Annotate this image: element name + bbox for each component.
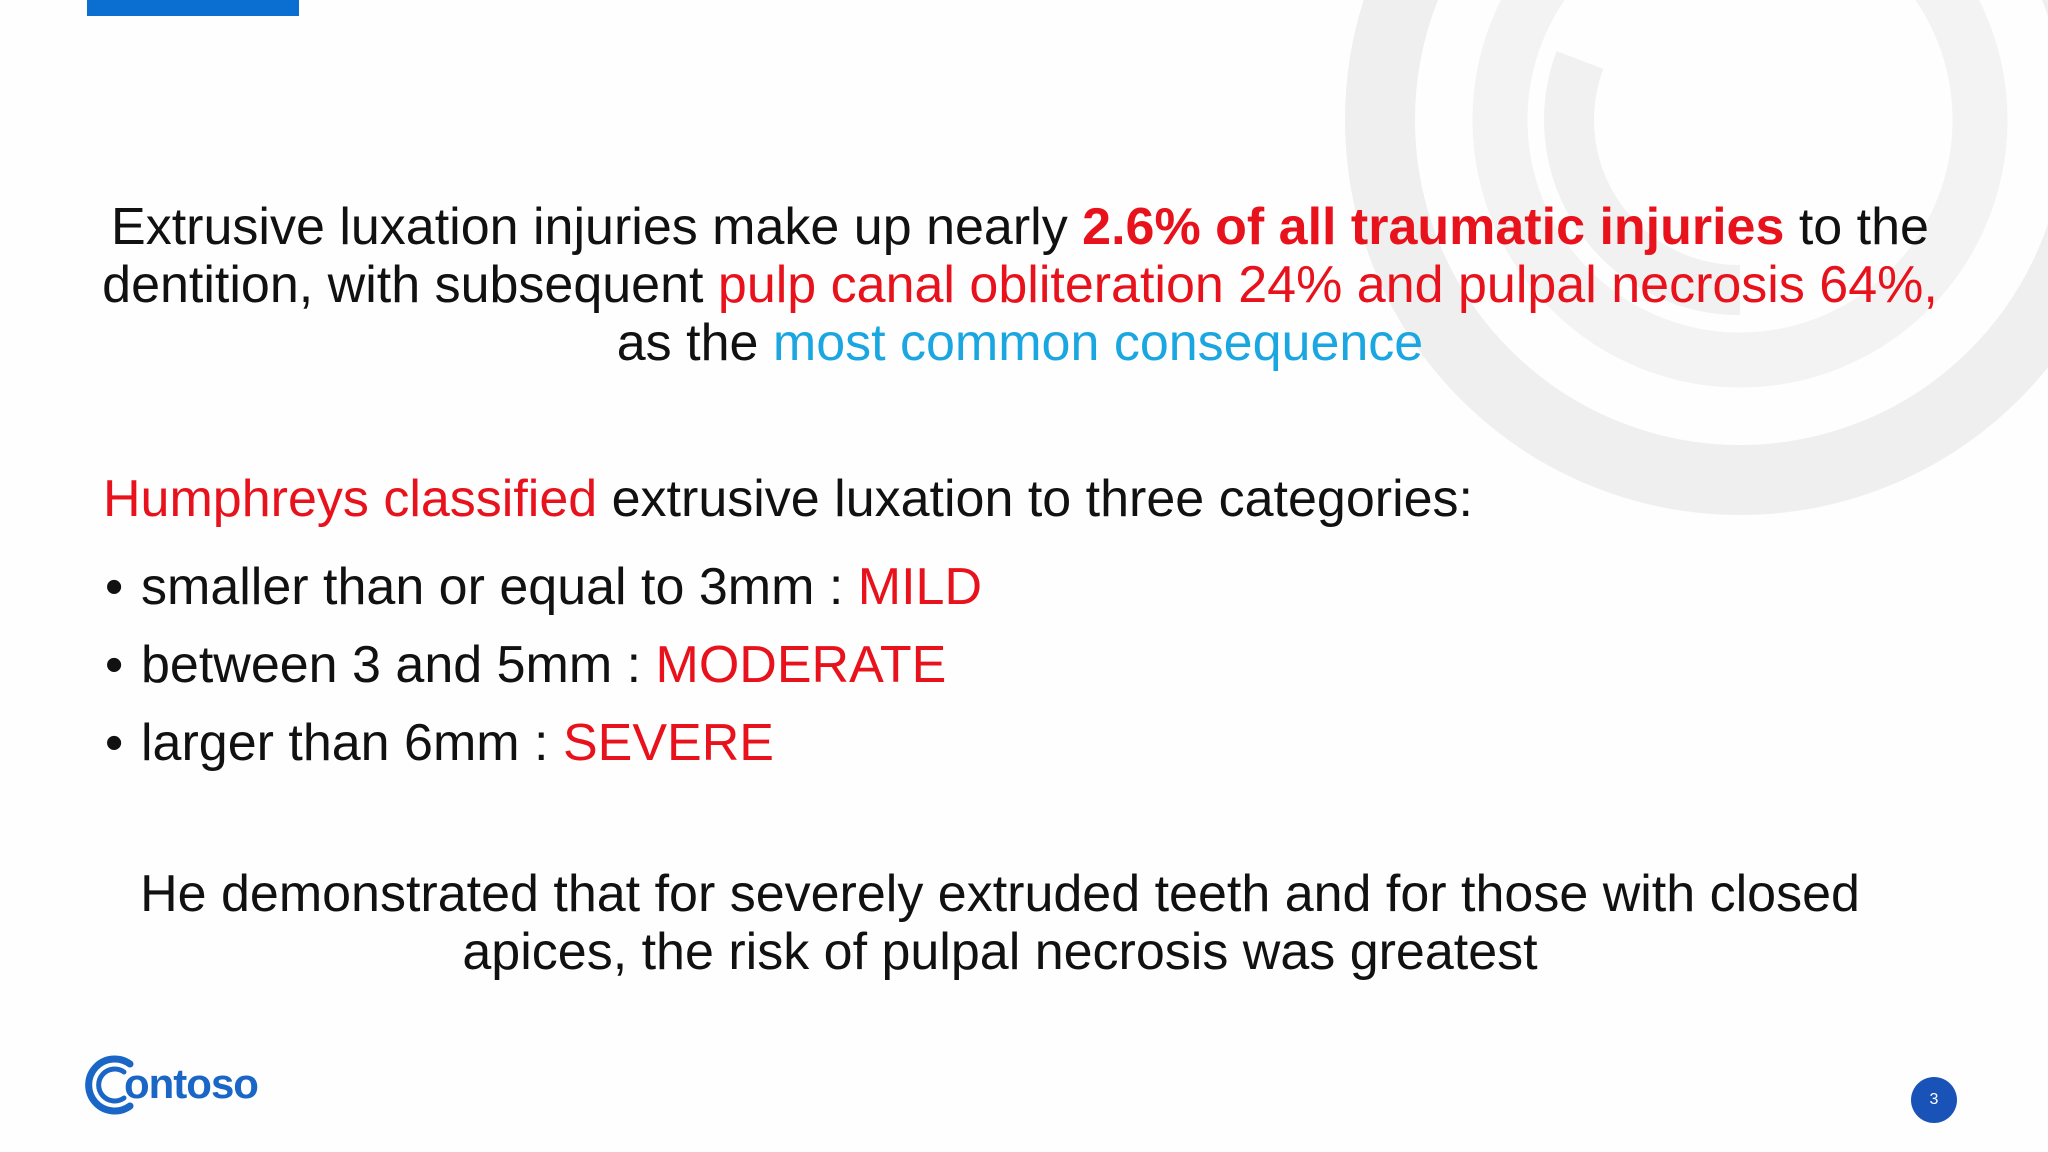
category-list (103, 548, 982, 782)
intro-paragraph (80, 198, 1960, 372)
bullet-category: SEVERE (562, 714, 774, 772)
bullet-text: smaller than or equal to 3mm : (141, 558, 858, 616)
intro-highlight-outcomes: pulp canal obliteration 24% and pulpal necrosis 64%, (717, 256, 1938, 314)
conclusion-paragraph: He demonstrated that for severely extruded teeth and for those with closed apices, the risk of pulpal necrosis was greatest (140, 865, 1860, 981)
intro-highlight-percentage: 2.6% of all traumatic injuries (1082, 198, 1785, 256)
classification-author: Humphreys classified (103, 470, 598, 528)
list-item (103, 626, 982, 704)
bullet-icon: • (105, 636, 124, 694)
classification-text: extrusive luxation to three categories: (597, 470, 1473, 528)
intro-highlight-consequence: most common consequence (772, 314, 1424, 372)
bullet-category: MODERATE (655, 636, 947, 694)
bullet-icon: • (105, 714, 124, 772)
contoso-logo (84, 1050, 264, 1120)
list-item (103, 704, 982, 782)
bullet-icon: • (105, 558, 124, 616)
intro-text-2: to the dentition, with subsequent (102, 198, 1929, 314)
classification-heading (103, 470, 1903, 528)
list-item (103, 548, 982, 626)
logo-text: ontoso (124, 1060, 258, 1107)
page-number-badge: 3 (1911, 1077, 1957, 1123)
intro-text-1: Extrusive luxation injuries make up nearly (111, 198, 1083, 256)
bullet-text: larger than 6mm : (141, 714, 563, 772)
intro-text-3: as the (616, 314, 773, 372)
accent-bar (87, 0, 299, 16)
bullet-category: MILD (857, 558, 983, 616)
bullet-text: between 3 and 5mm : (141, 636, 656, 694)
